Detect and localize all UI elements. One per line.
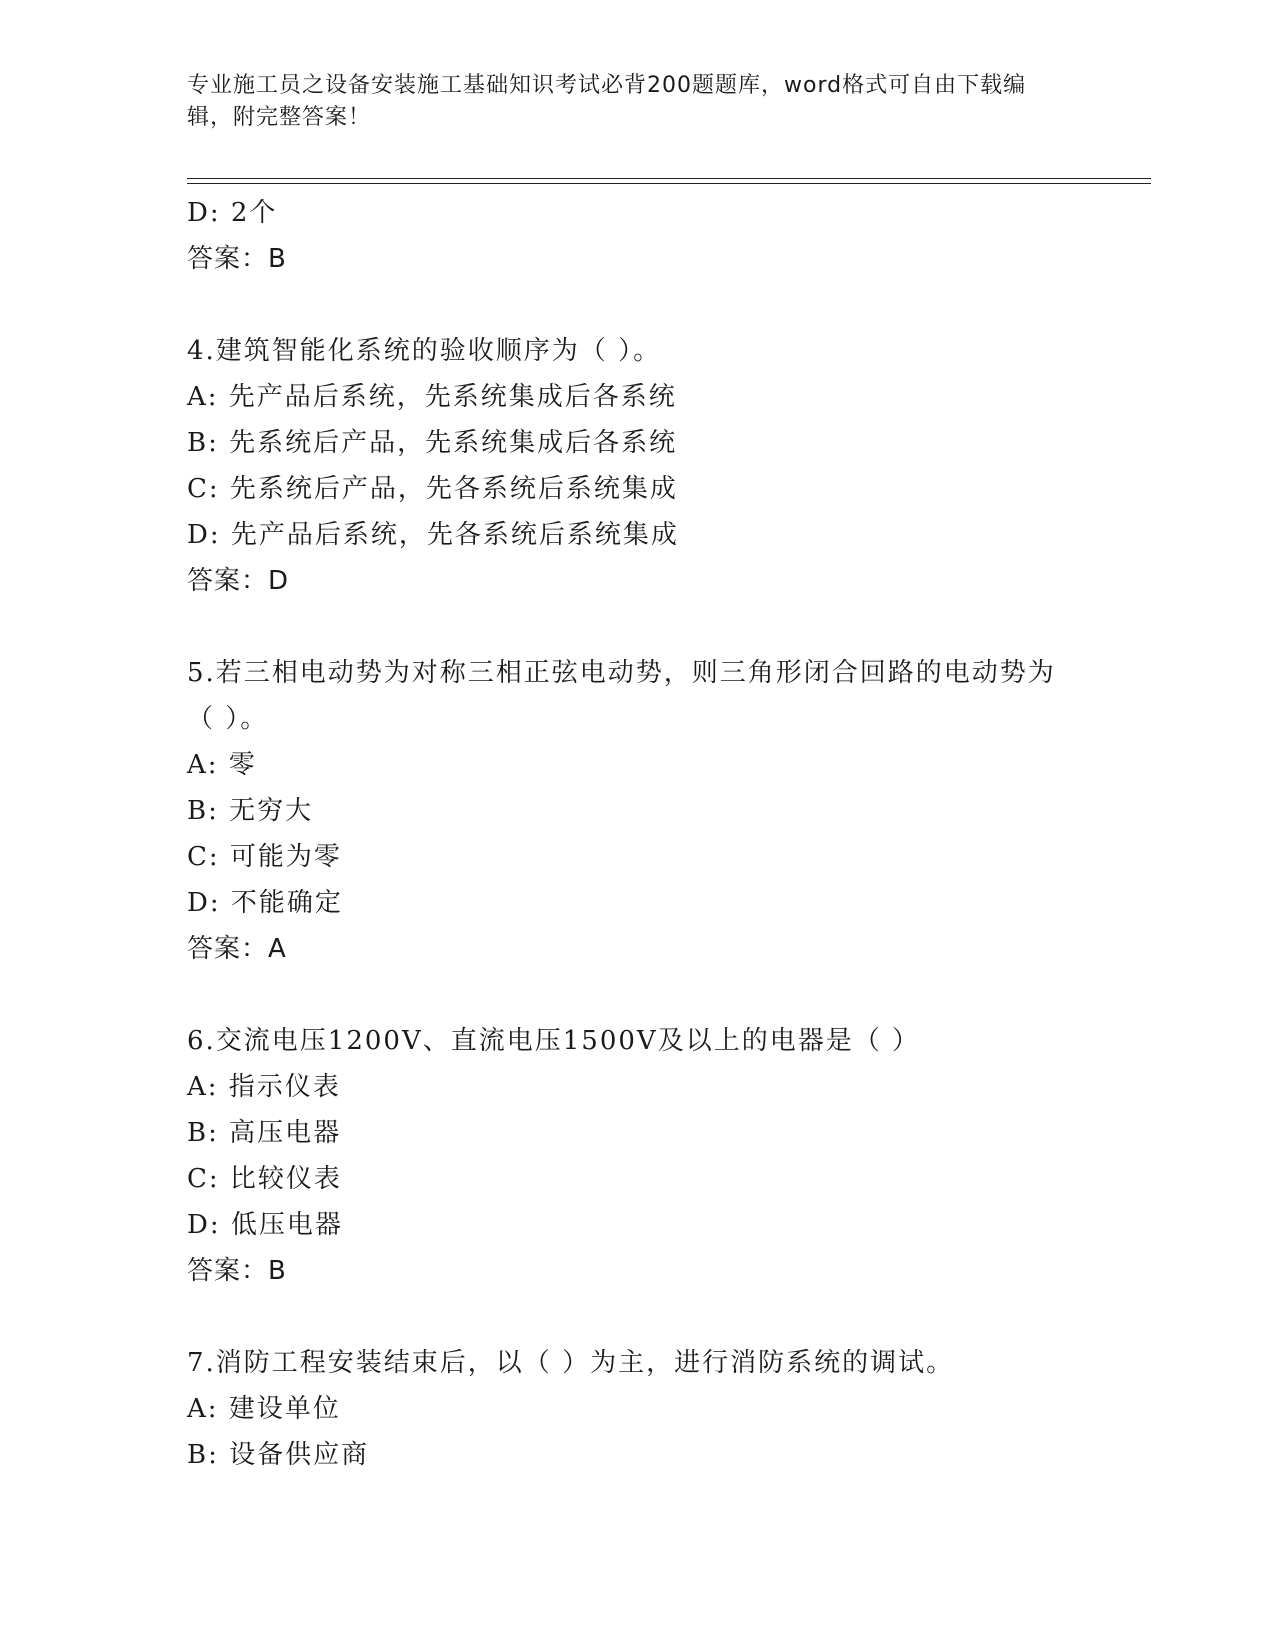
question-4	[187, 328, 1087, 604]
option-d: D: 2个	[187, 198, 278, 228]
question-text: 4.建筑智能化系统的验收顺序为（ ）。	[187, 336, 662, 366]
document-body	[187, 190, 1087, 1478]
option-b: B: 设备供应商	[187, 1440, 370, 1470]
question-5	[187, 650, 1087, 972]
option-d: D: 先产品后系统，先各系统后系统集成	[187, 520, 679, 550]
question-text: 7.消防工程安装结束后，以（ ）为主，进行消防系统的调试。	[187, 1348, 955, 1378]
option-d: D: 不能确定	[187, 888, 343, 918]
document-header	[187, 70, 1067, 134]
question-7	[187, 1340, 1087, 1478]
header-rule-bottom	[187, 183, 1151, 184]
question-text: 5.若三相电动势为对称三相正弦电动势，则三角形闭合回路的电动势为（ ）。	[187, 658, 1056, 734]
question-6	[187, 1018, 1087, 1294]
header-rule-top	[187, 178, 1151, 179]
option-a: A: 建设单位	[187, 1394, 341, 1424]
answer-line: 答案：B	[187, 244, 287, 274]
option-c: C: 可能为零	[187, 842, 342, 872]
option-b: B: 高压电器	[187, 1118, 342, 1148]
option-c: C: 先系统后产品，先各系统后系统集成	[187, 474, 678, 504]
option-a: A: 先产品后系统，先系统集成后各系统	[187, 382, 677, 412]
answer-line: 答案：A	[187, 934, 287, 964]
option-b: B: 先系统后产品，先系统集成后各系统	[187, 428, 678, 458]
question-text: 6.交流电压1200V、直流电压1500V及以上的电器是（ ）	[187, 1026, 920, 1056]
option-b: B: 无穷大	[187, 796, 314, 826]
option-a: A: 零	[187, 750, 257, 780]
answer-line: 答案：D	[187, 566, 290, 596]
option-c: C: 比较仪表	[187, 1164, 342, 1194]
option-a: A: 指示仪表	[187, 1072, 341, 1102]
header-text: 专业施工员之设备安装施工基础知识考试必背200题题库，word格式可自由下载编辑，附完整答案！	[187, 73, 1027, 130]
answer-line: 答案：B	[187, 1256, 287, 1286]
option-d: D: 低压电器	[187, 1210, 343, 1240]
question-3-tail	[187, 190, 1087, 282]
